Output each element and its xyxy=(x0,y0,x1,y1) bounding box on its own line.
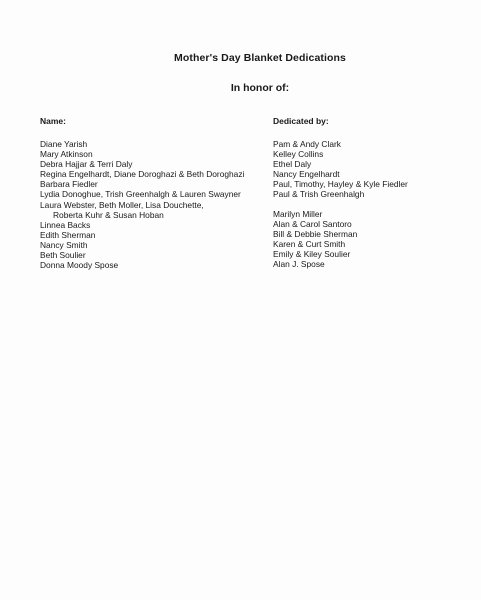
list-item: Bill & Debbie Sherman xyxy=(273,228,358,239)
list-item: Laura Webster, Beth Moller, Lisa Douchette, xyxy=(40,199,204,210)
list-item: Edith Sherman xyxy=(40,229,96,240)
document-subtitle: In honor of: xyxy=(230,82,290,94)
names-column-header: Name: xyxy=(40,116,66,126)
list-item: Karen & Curt Smith xyxy=(273,238,346,249)
list-item: Linnea Backs xyxy=(40,219,91,230)
list-item: Debra Hajjar & Terri Daly xyxy=(40,159,133,170)
dedicated-by-list xyxy=(273,139,408,269)
names-list xyxy=(40,139,244,270)
list-item: Alan & Carol Santoro xyxy=(273,218,352,229)
list-item: Emily & Kiley Soulier xyxy=(273,248,351,259)
list-item: Paul, Timothy, Hayley & Kyle Fiedler xyxy=(273,179,408,190)
list-item: Ethel Daly xyxy=(273,159,312,170)
list-item: Barbara Fiedler xyxy=(40,179,98,190)
list-item: Paul & Trish Greenhalgh xyxy=(273,189,365,200)
list-item: Mary Atkinson xyxy=(40,149,93,160)
document-title: Mother's Day Blanket Dedications xyxy=(174,52,346,64)
list-item: Lydia Donoghue, Trish Greenhalgh & Lauren Swayner xyxy=(40,189,241,200)
list-item: Diane Yarish xyxy=(40,139,88,149)
list-item: Kelley Collins xyxy=(273,149,324,160)
list-item: Donna Moody Spose xyxy=(40,260,119,271)
list-item-continuation: Roberta Kuhr & Susan Hoban xyxy=(53,209,164,220)
dedicated-by-column-header: Dedicated by: xyxy=(273,116,329,126)
list-item: Nancy Smith xyxy=(40,239,88,250)
list-item: Beth Soulier xyxy=(40,250,86,261)
list-item: Nancy Engelhardt xyxy=(273,169,340,180)
list-item: Pam & Andy Clark xyxy=(273,139,341,149)
list-item: Marilyn Miller xyxy=(273,208,323,219)
list-item: Alan J. Spose xyxy=(273,259,325,270)
list-item: Regina Engelhardt, Diane Doroghazi & Beth Doroghazi xyxy=(40,169,245,180)
